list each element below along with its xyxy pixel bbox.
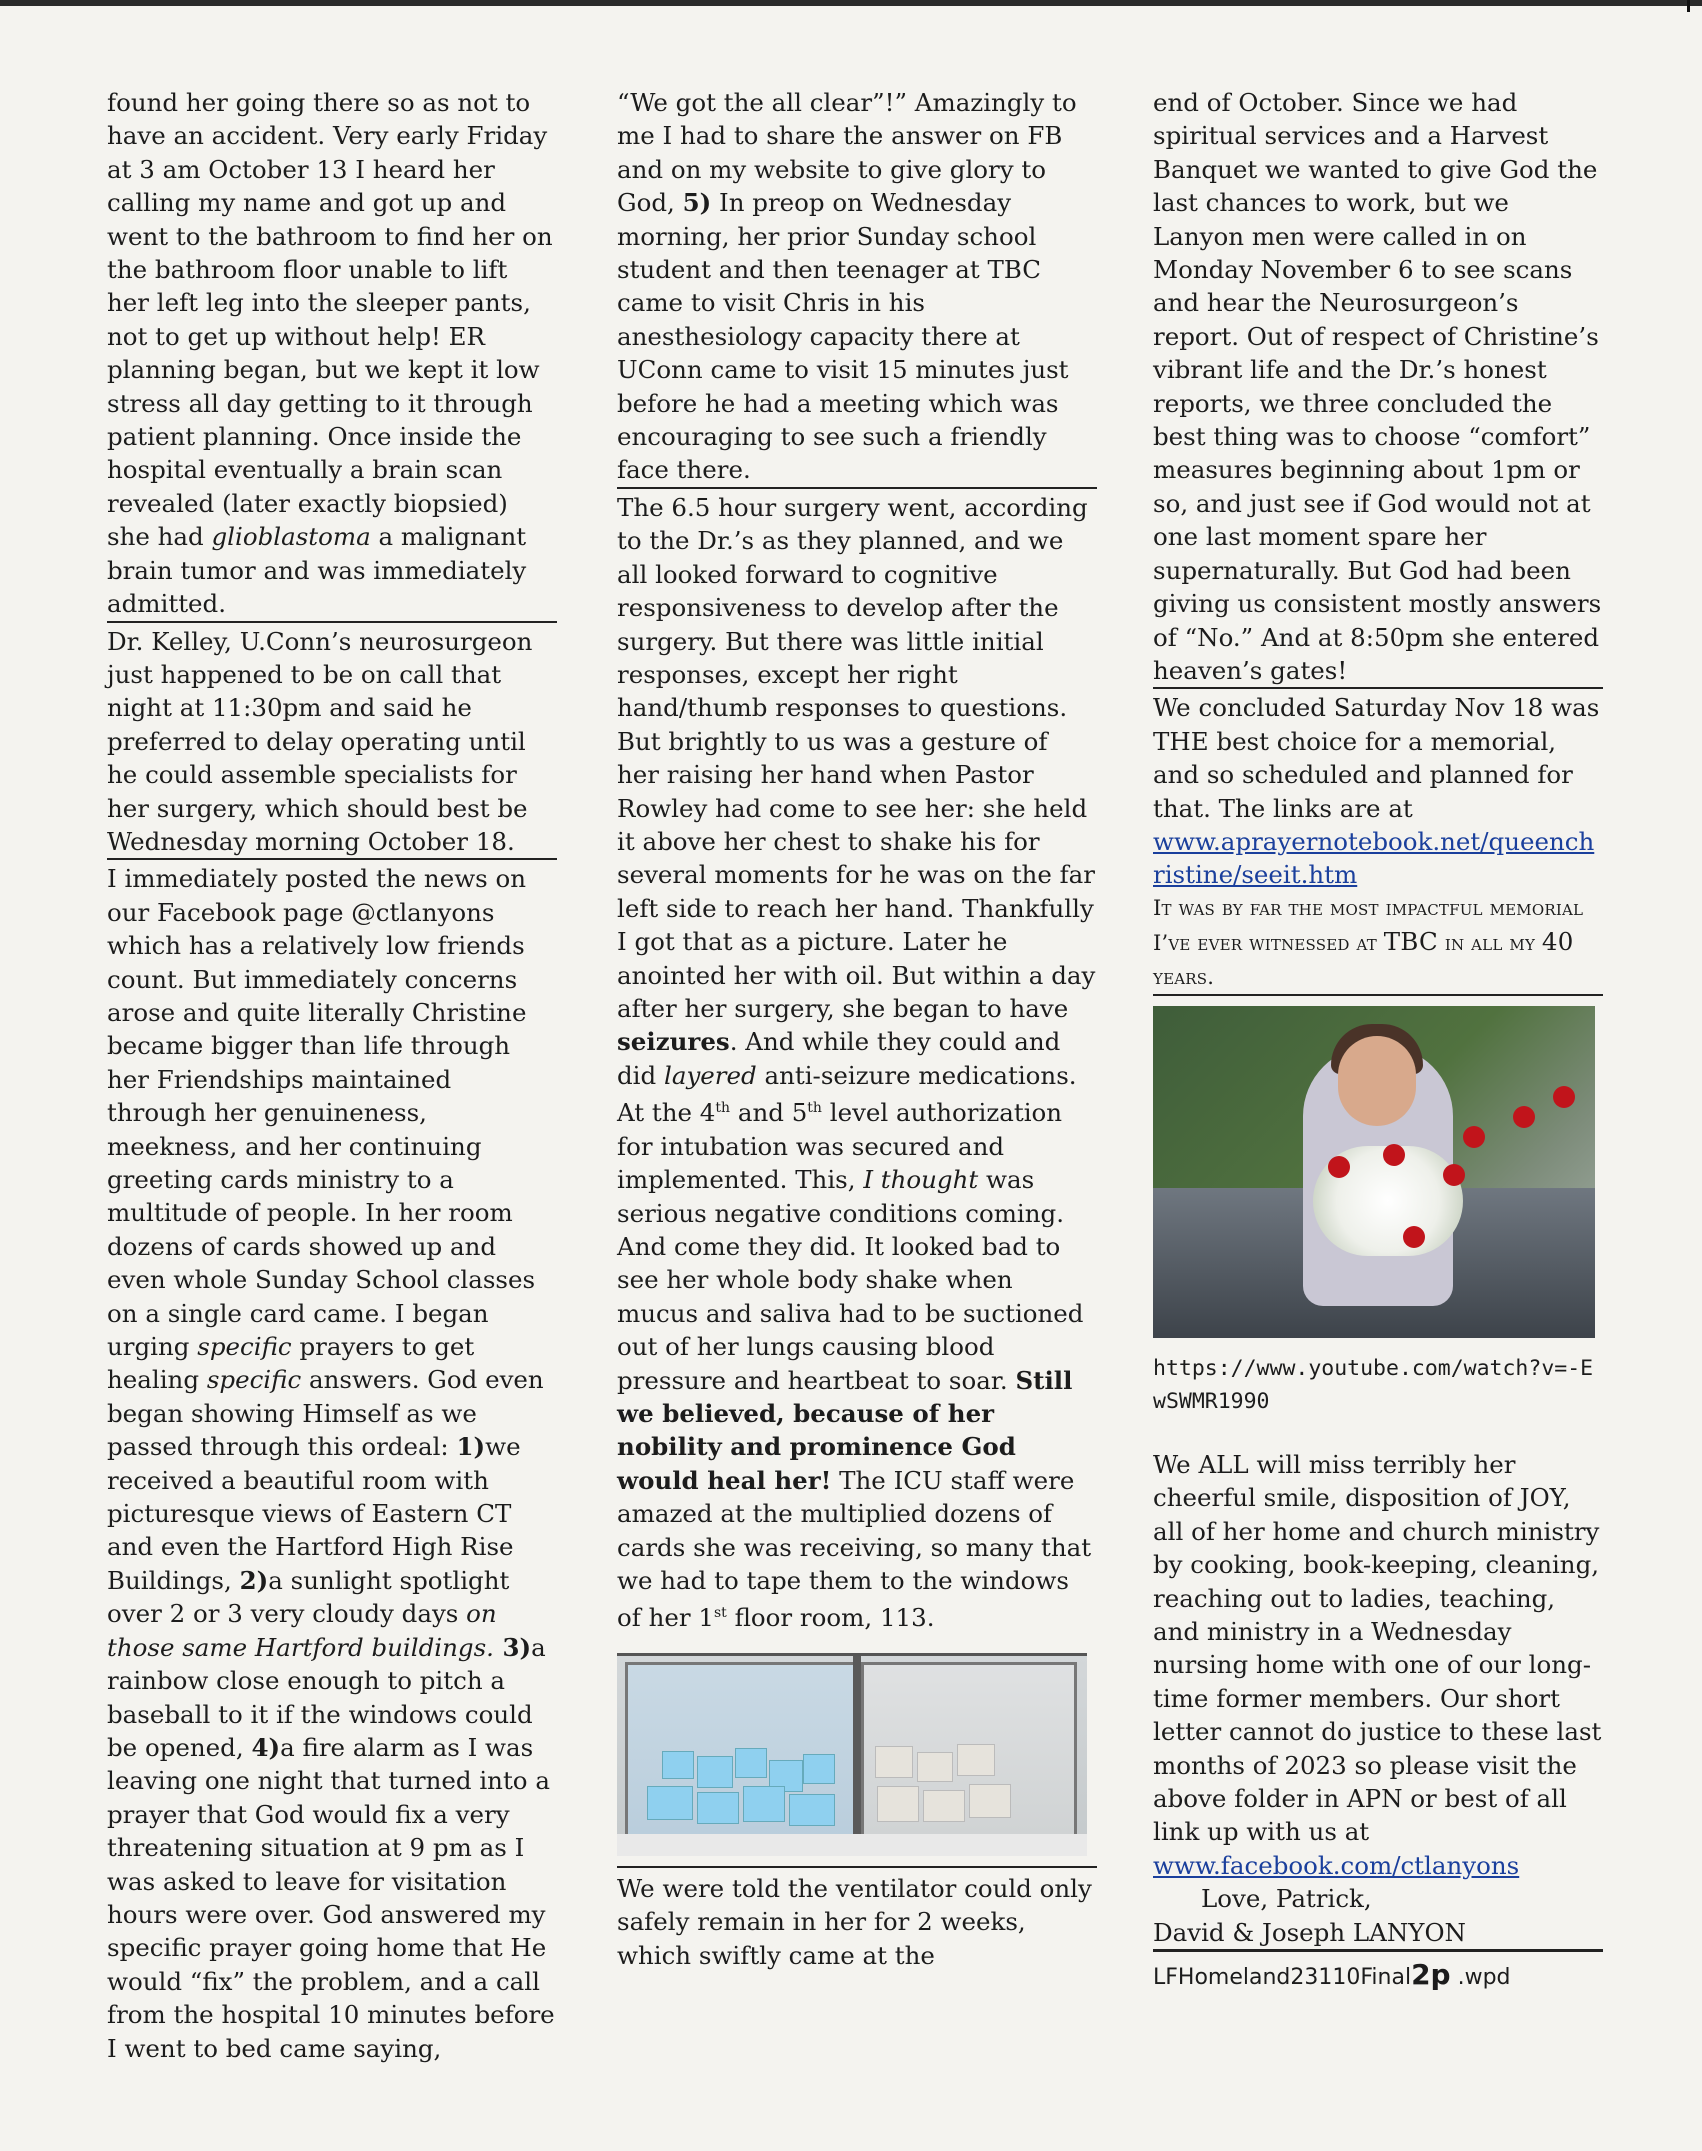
signoff: Love, Patrick, (1201, 1884, 1372, 1914)
paragraph: end of October. Since we had spiritual services and a Harvest Banquet we wanted to give God the last chances to work, but we Lanyon men were called in on Monday November 6 to see scans and hear the Neurosurgeon’s report. Out of respect of Christine’s vibrant life and the Dr.’s honest reports, we three concluded the best thing was to choose “comfort” measures beginning about 1pm or so, and just see if God would not at one last moment spare her supernaturally. But God had been giving us consistent mostly answers of “No.” And at 8:50pm she entered heaven’s gates! (1153, 86, 1603, 689)
paragraph: The 6.5 hour surgery went, according to the Dr.’s as they planned, and we all looked forward to cognitive responsiveness to develop after the surgery. But there was little initial responses, except her right hand/thumb responses to questions. But brightly to us was a gesture of her raising her hand when Pastor Rowley had come to see her: she held it above her chest to shake his for several moments for he was on the far left side to reach her hand. Thankfully I got that as a picture. Later he anointed her with oil. But within a day after her surgery, she began to have seizures. And while they could and did layered anti-seizure medications. At the 4th and 5th level authorization for intubation was secured and implemented. This, I thought was serious negative conditions coming. And come they did. It looked bad to see her whole body shake when mucus and saliva had to be suctioned out of her lungs causing blood pressure and heartbeat to soar. Still we believed, because of her nobility and prominence God would heal her! The ICU staff were amazed at the multiplied dozens of cards she was receiving, so many that we had to tape them to the windows of her 1st floor room, 113. (617, 492, 1096, 1633)
memorial-link[interactable]: www.aprayernotebook.net/queenchristine/seeit.htm (1153, 826, 1595, 890)
column-1 (107, 86, 557, 2065)
scan-top-edge (0, 0, 1702, 6)
memorial-statement: It was by far the most impactful memorial I’ve ever witnessed at TBC in all my 40 years. (1153, 892, 1603, 996)
paragraph: Dr. Kelley, U.Conn’s neurosurgeon just happened to be on call that night at 11:30pm and said he preferred to delay operating until he could assemble specialists for her surgery, which should best be Wednesday morning October 18. (107, 625, 557, 861)
paragraph: We were told the ventilator could only safely remain in her for 2 weeks, which swiftly came at the (617, 1874, 1092, 1970)
file-name: LFHomeland23110Final2p .wpd (1153, 1958, 1511, 1992)
youtube-link[interactable]: https://www.youtube.com/watch?v=-EwSWMR1990 (1153, 1355, 1594, 1414)
scan-mark (1687, 0, 1690, 12)
signature-names: David & Joseph LANYON (1153, 1916, 1603, 1952)
paragraph: We ALL will miss terribly her cheerful smile, disposition of JOY, all of her home and church ministry by cooking, book-keeping, cleaning, reaching out to ladies, teaching, and ministry in a Wednesday nursing home with one of our long-time former members. Our short letter cannot do justice to these last months of 2023 so please visit the above folder in APN or best of all link up with us at (1153, 1449, 1602, 1847)
column-3 (1153, 86, 1603, 1994)
paragraph: “We got the all clear”!” Amazingly to me I had to share the answer on FB and on my website to give glory to God, 5) In preop on Wednesday morning, her prior Sunday school student and then teenager at TBC came to visit Chris in his anesthesiology capacity there at UConn came to visit 15 minutes just before he had a meeting which was encouraging to see such a friendly face there. (617, 86, 1097, 489)
christine-flowers-photo (1153, 1006, 1595, 1338)
paragraph: We concluded Saturday Nov 18 was THE best choice for a memorial, and so scheduled and planned for that. The links are at (1153, 693, 1600, 823)
paragraph: I immediately posted the news on our Facebook page @ctlanyons which has a relatively low friends count. But immediately concerns arose and quite literally Christine became bigger than life through her Friendships maintained through her genuineness, meekness, and her continuing greeting cards ministry to a multitude of people. In her room dozens of cards showed up and even whole Sunday School classes on a single card came. I began urging specific prayers to get healing specific answers. God even began showing Himself as we passed through this ordeal: 1)we received a beautiful room with picturesque views of Eastern CT and even the Hartford High Rise Buildings, 2)a sunlight spotlight over 2 or 3 very cloudy days on those same Hartford buildings. 3)a rainbow close enough to pitch a baseball to it if the windows could be opened, 4)a fire alarm as I was leaving one night that turned into a prayer that God would fix a very threatening situation at 9 pm as I was asked to leave for visitation hours were over. God answered my specific prayer going home that He would “fix” the problem, and a call from the hospital 10 minutes before I went to bed came saying, (107, 864, 555, 2063)
facebook-link[interactable]: www.facebook.com/ctlanyons (1153, 1850, 1520, 1880)
window-cards-photo (617, 1653, 1087, 1856)
paragraph: found her going there so as not to have an accident. Very early Friday at 3 am October 13 I heard her calling my name and got up and went to the bathroom to find her on the bathroom floor unable to lift her left leg into the sleeper pants, not to get up without help! ER planning began, but we kept it low stress all day getting to it through patient planning. Once inside the hospital eventually a brain scan revealed (later exactly biopsied) she had glioblastoma a malignant brain tumor and was immediately admitted. (107, 86, 557, 623)
column-2 (617, 86, 1097, 1972)
